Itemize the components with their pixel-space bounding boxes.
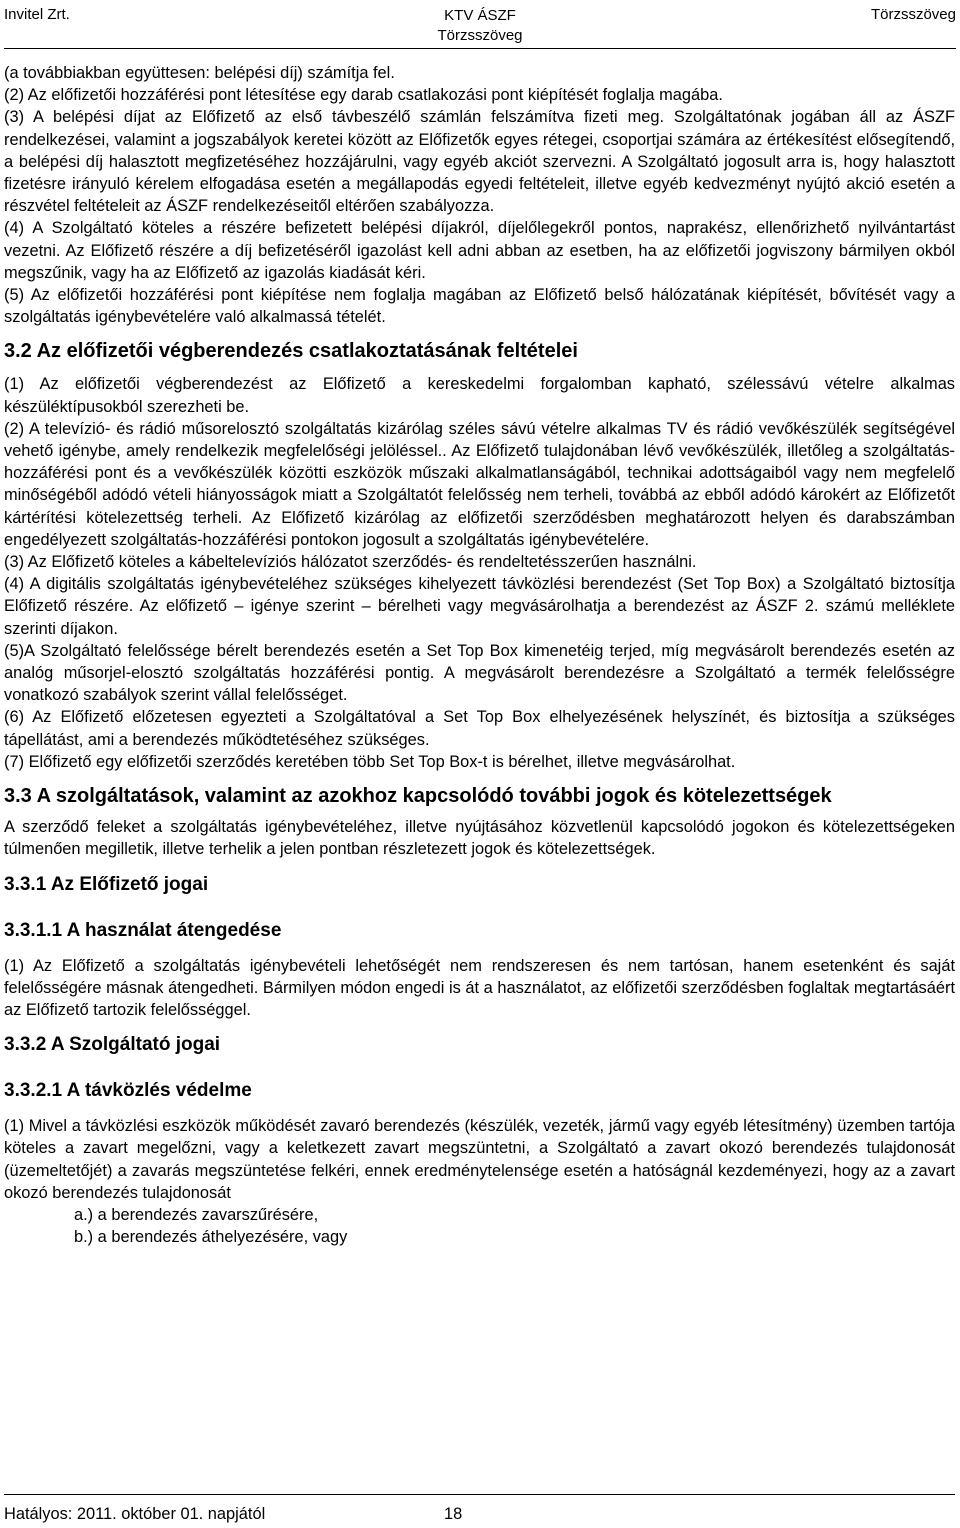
section-heading-3-2: 3.2 Az előfizetői végberendezés csatlakoztatásának feltételei xyxy=(4,340,578,363)
paragraph: (5) Az előfizetői hozzáférési pont kiépítése nem foglalja magában az Előfizető belső hálózatának kiépítését, bővítését vagy a szolgáltatás igénybevételére való alkalmassá tételét. xyxy=(4,286,955,327)
document-subtitle: Törzsszöveg xyxy=(437,27,523,44)
paragraph: (a továbbiakban együttesen: belépési díj) számítja fel. xyxy=(4,64,395,82)
list-item: b.) a berendezés áthelyezésére, vagy xyxy=(74,1228,348,1247)
subsection-heading-3-3-2: 3.3.2 A Szolgáltató jogai xyxy=(4,1034,221,1056)
paragraph: (3) Az Előfizető köteles a kábeltelevíziós hálózatot szerződés- és rendeltetésszerűen használni. xyxy=(4,553,697,572)
paragraph: (1) Az Előfizető a szolgáltatás igénybevételi lehetőségét nem rendszeresen és nem tartósan, hanem esetenként és saját felelősségére másnak átengedheti. Bármilyen módon engedi is át a használatot, az előfizetői szerződésben foglaltak megtartásáért az Előfizető tartozik felelősséggel. xyxy=(4,956,955,1019)
header-right-label: Törzsszöveg xyxy=(870,6,956,23)
document-body xyxy=(4,62,955,1248)
page-number: 18 xyxy=(444,1505,463,1523)
paragraph: (2) Az előfizetői hozzáférési pont létesítése egy darab csatlakozási pont kiépítését foglalja magába. xyxy=(4,86,723,105)
paragraph: (5)A Szolgáltató felelőssége bérelt berendezés esetén a Set Top Box kimenetéig terjed, míg megvásárolt berendezés esetén az analóg műsorjel-elosztó szolgáltatás hozzáférési pontig. A megvásárolt berendezésre a Szolgáltató a termék felelősségre vonatkozó szabályok szerint vállal felelősséget. xyxy=(4,641,955,705)
enumerated-list xyxy=(4,1204,955,1248)
paragraph: (2) A televízió- és rádió műsorelosztó szolgáltatás kizárólag széles sávú vételre alkalmas TV és rádió vevőkészülék segítségével vehető igénybe, amely rendelkezik megfelelőségi jelöléssel.. Az Előfizető tulajdonában lévő vevőkészülék, illetőleg a szolgáltatás-hozzáférési pont és a vevőkészülék közötti eszközök műszaki alkalmatlanságából, technikai adottságaiból vagy nem megfelelő minőségéből adódó vételi hiányosságok miatt a Szolgáltatót felelősség nem terheli, továbbá az ebből adódó károkért az Előfizetőt kártérítési kötelezettség terheli. Az Előfizető kizárólag az előfizetői szerződésben meghatározott helyen és darabszámban engedélyezett szolgáltatás-hozzáférési pontokon jogosult a szolgáltatás igénybevételére. xyxy=(4,419,955,549)
subsection-heading-3-3-1-1: 3.3.1.1 A használat átengedése xyxy=(4,919,282,941)
paragraph: (4) A Szolgáltató köteles a részére befizetett belépési díjakról, díjelőlegekről pontos, naprakész, ellenőrizhető nyilvántartást vezetni. Az Előfizető részére a díj befizetéséről igazolást kell adni abban az esetben, ha az előfizetői jogviszony bármilyen okból megszűnik, vagy ha az Előfizető az igazolás kiadását kéri. xyxy=(4,219,955,282)
page-header xyxy=(0,0,960,52)
paragraph: A szerződő feleket a szolgáltatás igénybevételéhez, illetve nyújtásához közvetlenül kapcsolódó jogokon és kötelezettségeken túlmenően megilletik, illetve terhelik a jelen pontban részletezett jogok és kötelezettségek. xyxy=(4,818,955,859)
effective-date: Hatályos: 2011. október 01. napjától xyxy=(4,1505,266,1523)
header-divider xyxy=(4,48,956,49)
paragraph: (4) A digitális szolgáltatás igénybevételéhez szükséges kihelyezett távközlési berendezést (Set Top Box) a Szolgáltató biztosítja Előfizető részére. Az előfizető – igénye szerint – bérelheti vagy megvásárolhatja a berendezést az ÁSZF 2. számú melléklete szerinti díjakon. xyxy=(4,575,955,638)
footer-divider xyxy=(4,1494,955,1495)
subsection-heading-3-3-2-1: 3.3.2.1 A távközlés védelme xyxy=(4,1080,252,1102)
company-name: Invitel Zrt. xyxy=(4,6,70,23)
paragraph: (1) Mivel a távközlési eszközök működését zavaró berendezés (készülék, vezeték, jármű vagy egyéb létesítmény) üzemben tartója köteles a zavart megelőzni, vagy a keletkezett zavart megszüntetni, a Szolgáltató a zavart okozó berendezés tulajdonosát (üzemeltetőjét) a zavarás megszüntetése felkéri, ennek eredménytelensége esetén a hatóságnál kezdeményezi, hogy az a zavart okozó berendezés tulajdonosát xyxy=(4,1117,955,1202)
paragraph: (6) Az Előfizető előzetesen egyezteti a Szolgáltatóval a Set Top Box elhelyezésének helyszínét, és biztosítja a szükséges tápellátást, ami a berendezés működtetéséhez szükséges. xyxy=(4,708,955,749)
paragraph: (3) A belépési díjat az Előfizető az első távbeszélő számlán felszámítva fizeti meg. Szolgáltatónak jogában áll az ÁSZF rendelkezései, valamint a jogszabályok keretei között az Előfizetők egyes rétegei, csoportjai számára az értékesítést elősegítendő, a belépési díj halasztott megfizetéséhez hozzájárulni, vagy egyéb akciót szervezni. A Szolgáltató jogosult arra is, hogy halasztott fizetésre irányuló kérelem elfogadása esetén a megállapodás egyedi feltételeit, illetve egyéb kedvezményt nyújtó akció esetén a részvétel feltételeit az ÁSZF rendelkezéseitől eltérően szabályozza. xyxy=(4,108,955,216)
paragraph: (1) Az előfizetői végberendezést az Előfizető a kereskedelmi forgalomban kapható, szélessávú vételre alkalmas készüléktípusokból szerezheti be. xyxy=(4,375,955,416)
page-footer xyxy=(4,1494,955,1524)
list-item: a.) a berendezés zavarszűrésére, xyxy=(74,1205,319,1224)
section-heading-3-3: 3.3 A szolgáltatások, valamint az azokhoz kapcsolódó további jogok és kötelezettségek xyxy=(4,785,832,808)
document-title-block xyxy=(0,6,960,46)
document-title: KTV ÁSZF xyxy=(444,7,516,24)
paragraph: (7) Előfizető egy előfizetői szerződés keretében több Set Top Box-t is bérelhet, illetve megvásárolhat. xyxy=(4,752,736,771)
subsection-heading-3-3-1: 3.3.1 Az Előfizető jogai xyxy=(4,873,209,895)
